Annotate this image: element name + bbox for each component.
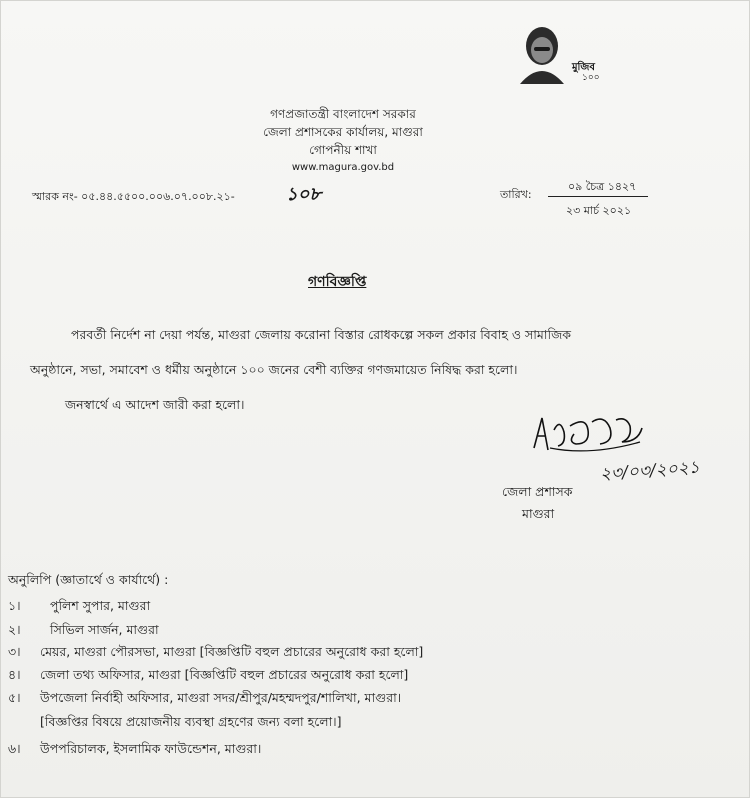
- copy-item-5-num: ৫।: [8, 690, 21, 705]
- mujib-100-logo: [512, 22, 604, 84]
- memo-handwritten-number: ১০৮: [286, 184, 322, 205]
- copy-item-2-num: ২।: [8, 622, 21, 637]
- svg-text:১০০: ১০০: [582, 73, 600, 83]
- svg-text:মুজিব: মুজিব: [572, 62, 595, 73]
- copy-item-1: পুলিশ সুপার, মাগুরা: [50, 598, 151, 613]
- copy-item-1-num: ১।: [8, 598, 21, 613]
- signature-date: ২৩/০৩/২০২১: [599, 457, 701, 485]
- notice-title: গণবিজ্ঞপ্তি: [308, 274, 367, 290]
- date-divider: [548, 196, 648, 197]
- copy-item-3-num: ৩।: [8, 644, 21, 659]
- section-name: গোপনীয় শাখা: [309, 143, 377, 157]
- copy-item-6-num: ৬।: [8, 741, 21, 756]
- office-name: জেলা প্রশাসকের কার্যালয়, মাগুরা: [263, 125, 423, 139]
- govt-name: গণপ্রজাতন্ত্রী বাংলাদেশ সরকার: [270, 107, 416, 121]
- signatory-place: মাগুরা: [522, 506, 555, 521]
- date-english: ২৩ মার্চ ২০২১: [566, 204, 632, 217]
- date-bangla: ০৯ চৈত্র ১৪২৭: [568, 180, 637, 193]
- body-line-2: অনুষ্ঠানে, সভা, সমাবেশ ও ধর্মীয় অনুষ্ঠানে ১০০ জনের বেশী ব্যক্তির গণজমায়েত নিষিদ্ধ করা হলো।: [30, 362, 518, 377]
- signatory-title: জেলা প্রশাসক: [502, 484, 573, 499]
- copy-item-4: জেলা তথ্য অফিসার, মাগুরা [বিজ্ঞপ্তিটি বহুল প্রচারের অনুরোধ করা হলো]: [40, 667, 409, 682]
- website-link[interactable]: www.magura.gov.bd: [291, 162, 395, 173]
- body-line-3: জনস্বার্থে এ আদেশ জারী করা হলো।: [65, 397, 245, 412]
- body-line-1: পরবর্তী নির্দেশ না দেয়া পর্যন্ত, মাগুরা জেলায় করোনা বিস্তার রোধকল্পে সকল প্রকার বিবাহ ও সামাজিক: [71, 327, 571, 342]
- copy-item-3: মেয়র, মাগুরা পৌরসভা, মাগুরা [বিজ্ঞপ্তিটি বহুল প্রচারের অনুরোধ করা হলো]: [40, 644, 424, 659]
- copy-item-4-num: ৪।: [8, 667, 21, 682]
- copy-item-5: উপজেলা নির্বাহী অফিসার, মাগুরা সদর/শ্রীপুর/মহম্মদপুর/শালিখা, মাগুরা।: [40, 690, 402, 705]
- memo-number: স্মারক নং- ০৫.৪৪.৫৫০০.০০৬.০৭.০০৮.২১-: [32, 190, 235, 203]
- copy-item-5-continuation: [বিজ্ঞপ্তির বিষয়ে প্রয়োজনীয় ব্যবস্থা গ্রহণের জন্য বলা হলো।]: [40, 714, 342, 729]
- copies-heading: অনুলিপি (জ্ঞাতার্থে ও কার্যার্থে) :: [8, 572, 169, 587]
- copy-item-6: উপপরিচালক, ইসলামিক ফাউন্ডেশন, মাগুরা।: [40, 741, 262, 756]
- copy-item-2: সিভিল সার্জন, মাগুরা: [50, 622, 159, 637]
- date-label: তারিখ:: [500, 188, 532, 201]
